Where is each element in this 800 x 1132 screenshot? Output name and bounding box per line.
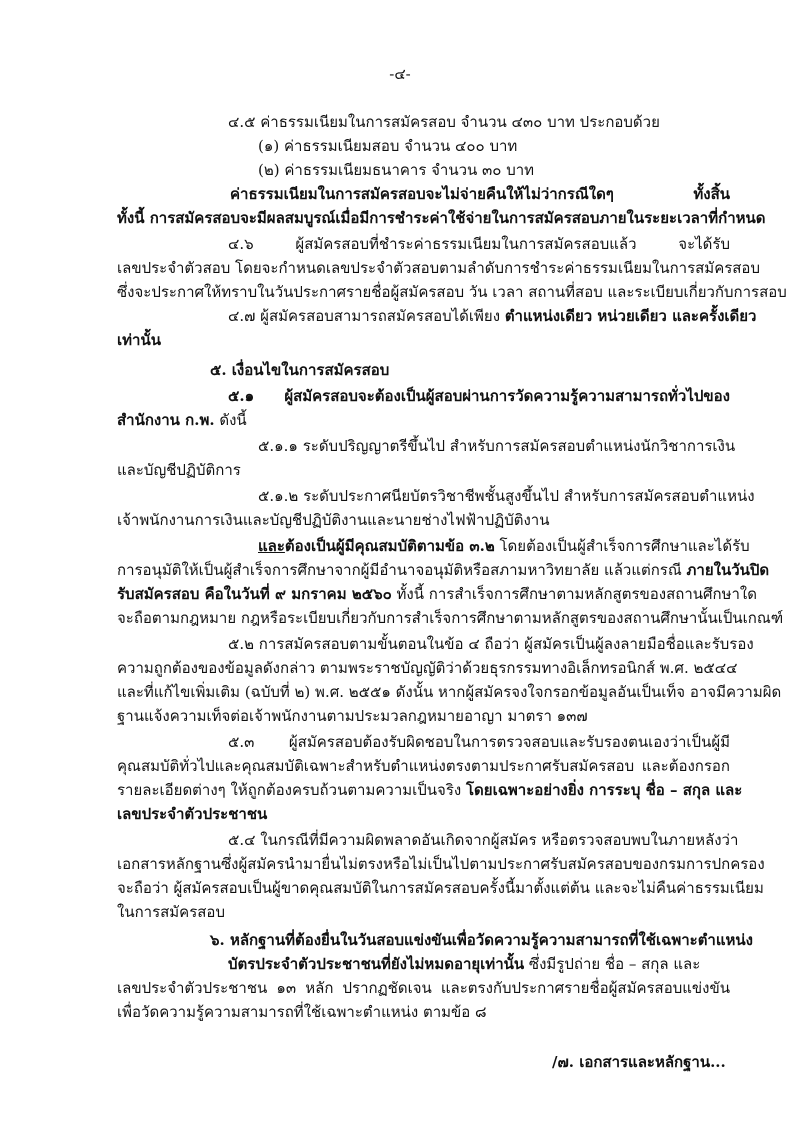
qualification-line-3 <box>117 584 757 604</box>
section-5-2-line-4: ฐานแจ้งความเท็จต่อเจ้าพนักงานตามประมวลกฎหมายอาญา มาตรา ๑๓๗ <box>117 707 588 725</box>
section-4-6-line-2: เลขประจำตัวสอบ โดยจะกำหนดเลขประจำตัวสอบตามลำดับการชำระค่าธรรมเนียมในการสมัครสอบ <box>117 259 760 277</box>
closing-date-bold: รับสมัครสอบ คือในวันที่ ๙ มกราคม ๒๕๖๐ <box>117 585 392 603</box>
section-4-7-line-2: เท่านั้น <box>117 331 161 349</box>
section-5-3-line-1: ๕.๓ ผู้สมัครสอบต้องรับผิดชอบในการตรวจสอบและรับรองตนเองว่าเป็นผู้มี <box>228 733 730 751</box>
and-underlined: และ <box>258 537 285 555</box>
section-5-2-line-2: ความถูกต้องของข้อมูลดังกล่าว ตามพระราชบัญญัติว่าด้วยธุรกรรมทางอิเล็กทรอนิกส์ พ.ศ. ๒๕๔๔ <box>117 659 738 677</box>
id-card-details: ซึ่งมีรูปถ่าย ชื่อ – สกุล และ <box>524 955 701 973</box>
section-5-3-line-4: เลขประจำตัวประชาชน <box>117 805 268 823</box>
section-5-4-line-1: ๕.๔ ในกรณีที่มีความผิดพลาดอันเกิดจากผู้สมัคร หรือตรวจสอบพบในภายหลังว่า <box>228 831 739 849</box>
section-5-1-1-line-1: ๕.๑.๑ ระดับปริญญาตรีขึ้นไป สำหรับการสมัครสอบตำแหน่งนักวิชาการเงิน <box>258 437 736 455</box>
qualification-deadline-bold: ภายในวันปิด <box>686 561 770 579</box>
section-4-6-line-1: ๔.๖ ผู้สมัครสอบที่ชำระค่าธรรมเนียมในการสมัครสอบแล้ว จะได้รับ <box>228 235 730 253</box>
section-5-4-line-4: ในการสมัครสอบ <box>117 903 225 921</box>
qualification-text: โดยต้องเป็นผู้สำเร็จการศึกษาและได้รับ <box>494 537 750 555</box>
page-number: -๔- <box>389 65 411 83</box>
section-4-6-line-3: ซึ่งจะประกาศให้ทราบในวันประกาศรายชื่อผู้สมัครสอบ วัน เวลา สถานที่สอบ และระเบียบเกี่ยวกับการสอบ <box>117 283 787 301</box>
section-4-7-line-1 <box>228 306 756 326</box>
section-5-3-text: รายละเอียดต่างๆ ให้ถูกต้องครบถ้วนตามความเป็นจริง <box>117 781 466 799</box>
section-5-1-2-line-1: ๕.๑.๒ ระดับประกาศนียบัตรวิชาชีพชั้นสูงขึ้นไป สำหรับการสมัครสอบตำแหน่ง <box>258 487 755 505</box>
qualification-line-1 <box>258 536 750 556</box>
section-5-1-1-line-2: และบัญชีปฏิบัติการ <box>117 461 241 479</box>
qualification-note: ทั้งนี้ การสำเร็จการศึกษาตามหลักสูตรของสถานศึกษาใด <box>391 585 757 603</box>
qualification-line-2 <box>117 560 769 580</box>
section-5-1-line-1: ๕.๑ ผู้สมัครสอบจะต้องเป็นผู้สอบผ่านการวัดความรู้ความสามารถทั่วไปของ <box>228 387 730 405</box>
section-5-heading: ๕. เงื่อนไขในการสมัครสอบ <box>210 361 390 379</box>
section-5-2-line-3: และที่แก้ไขเพิ่มเติม (ฉบับที่ ๒) พ.ศ. ๒๕๕๑ ดังนั้น หากผู้สมัครจงใจกรอกข้อมูลอันเป็นเท็จ อาจมีความผิด <box>117 683 782 701</box>
section-5-4-line-3: จะถือว่า ผู้สมัครสอบเป็นผู้ขาดคุณสมบัติในการสมัครสอบครั้งนี้มาตั้งแต่ต้น และจะไม่คืนค่าธรรมเนียม <box>117 879 764 897</box>
no-refund-notice: ค่าธรรมเนียมในการสมัครสอบจะไม่จ่ายคืนให้ไม่ว่ากรณีใดๆ ทั้งสิ้น <box>230 185 730 203</box>
qualification-approval-text: การอนุมัติให้เป็นผู้สำเร็จการศึกษาจากผู้มีอำนาจอนุมัติหรือสภามหาวิทยาลัย แล้วแต่กรณี <box>117 561 687 579</box>
qualification-bold: ต้องเป็นผู้มีคุณสมบัติตามข้อ ๓.๒ <box>284 537 495 555</box>
fee-item-1: (๑) ค่าธรรมเนียมสอบ จำนวน ๔๐๐ บาท <box>258 137 518 155</box>
section-4-7-text: ๔.๗ ผู้สมัครสอบสามารถสมัครสอบได้เพียง <box>228 307 505 325</box>
section-5-1-as-follows: ดังนี้ <box>214 411 247 429</box>
section-5-3-line-2: คุณสมบัติทั่วไปและคุณสมบัติเฉพาะสำหรับตำแหน่งตรงตามประกาศรับสมัครสอบ และต้องกรอก <box>117 757 730 775</box>
section-5-1-line-2 <box>117 410 247 430</box>
continuation-marker: /๗. เอกสารและหลักฐาน... <box>552 1053 726 1071</box>
section-4-7-bold: ตำแหน่งเดียว หน่วยเดียว และครั้งเดียว <box>504 307 757 325</box>
section-6-line-4: เพื่อวัดความรู้ความสามารถที่ใช้เฉพาะตำแหน่ง ตามข้อ ๘ <box>117 1003 487 1021</box>
id-card-bold: บัตรประจำตัวประชาชนที่ยังไม่หมดอายุเท่านั้น <box>228 955 525 973</box>
qualification-line-4: จะถือตามกฎหมาย กฎหรือระเบียบเกี่ยวกับการสำเร็จการศึกษาตามหลักสูตรของสถานศึกษานั้นเป็นเกณฑ์ <box>117 609 784 627</box>
section-6-line-3: เลขประจำตัวประชาชน ๑๓ หลัก ปรากฏชัดเจน และตรงกับประกาศรายชื่อผู้สมัครสอบแข่งขัน <box>117 979 730 997</box>
section-5-1-2-line-2: เจ้าพนักงานการเงินและบัญชีปฏิบัติงานและนายช่างไฟฟ้าปฏิบัติงาน <box>117 511 550 529</box>
section-4-5-title: ๔.๕ ค่าธรรมเนียมในการสมัครสอบ จำนวน ๔๓๐ บาท ประกอบด้วย <box>228 113 660 131</box>
fee-item-2: (๒) ค่าธรรมเนียมธนาคาร จำนวน ๓๐ บาท <box>258 161 535 179</box>
section-5-4-line-2: เอกสารหลักฐานซึ่งผู้สมัครนำมายื่นไม่ตรงหรือไม่เป็นไปตามประกาศรับสมัครสอบของกรมการปกครอง <box>117 855 765 873</box>
section-5-3-line-3 <box>117 780 742 800</box>
section-6-line-2 <box>228 954 700 974</box>
section-5-3-bold: โดยเฉพาะอย่างยิ่ง การระบุ ชื่อ – สกุล และ <box>465 781 743 799</box>
section-5-2-line-1: ๕.๒ การสมัครสอบตามขั้นตอนในข้อ ๔ ถือว่า ผู้สมัครเป็นผู้ลงลายมือชื่อและรับรอง <box>228 635 754 653</box>
section-6-line-1: ๖. หลักฐานที่ต้องยื่นในวันสอบแข่งขันเพื่อวัดความรู้ความสามารถที่ใช้เฉพาะตำแหน่ง <box>210 931 753 949</box>
payment-complete-notice: ทั้งนี้ การสมัครสอบจะมีผลสมบูรณ์เมื่อมีการชำระค่าใช้จ่ายในการสมัครสอบภายในระยะเวลาที่กำหนด <box>117 209 766 227</box>
ocsc-office: สำนักงาน ก.พ. <box>117 411 215 429</box>
